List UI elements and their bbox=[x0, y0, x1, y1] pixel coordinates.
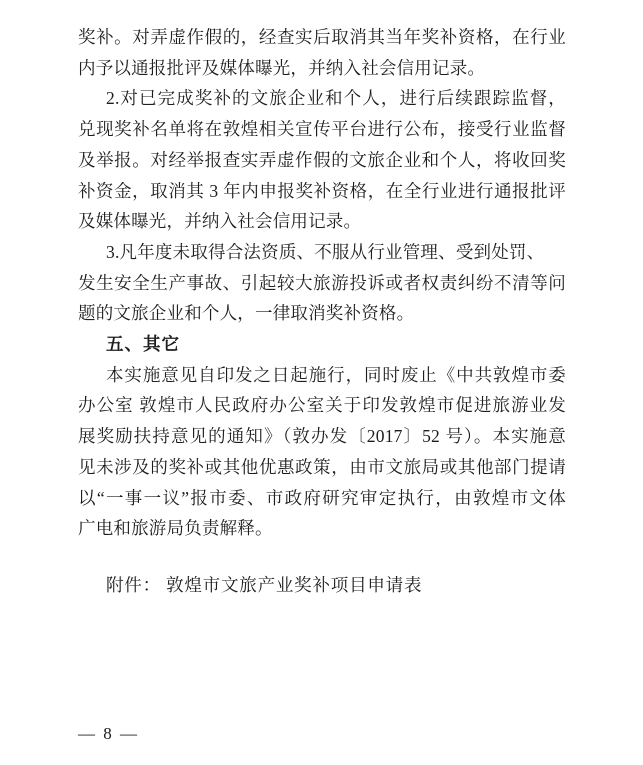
body-line: 题的文旅企业和个人，一律取消奖补资格。 bbox=[78, 303, 415, 324]
document-body-text bbox=[78, 22, 566, 601]
body-line: 内予以通报批评及媒体曝光，并纳入社会信用记录。 bbox=[78, 57, 486, 78]
body-line: 及媒体曝光，并纳入社会信用记录。 bbox=[78, 211, 362, 232]
body-line-item-3: 3.凡年度未取得合法资质、不服从行业管理、受到处罚、 bbox=[106, 241, 545, 262]
page-number: — 8 — bbox=[78, 724, 139, 743]
body-line: 及举报。对经举报查实弄虚作假的文旅企业和个人，将收回奖 bbox=[78, 149, 566, 170]
attachment-note: 附件： 敦煌市文旅产业奖补项目申请表 bbox=[106, 574, 423, 595]
body-line: 广电和旅游局负责解释。 bbox=[78, 518, 273, 539]
body-line: 兑现奖补名单将在敦煌相关宣传平台进行公布，接受行业监督 bbox=[78, 119, 566, 140]
body-line: 补资金，取消其 3 年内申报奖补资格，在全行业进行通报批评 bbox=[78, 180, 566, 201]
body-line: 奖补。对弄虚作假的，经查实后取消其当年奖补资格，在行业 bbox=[78, 27, 566, 47]
body-line: 发生安全生产事故、引起较大旅游投诉或者权责纠纷不清等问 bbox=[78, 272, 566, 293]
body-line: 以“一事一议”报市委、市政府研究审定执行，由敦煌市文体 bbox=[78, 487, 566, 508]
body-line: 办公室 敦煌市人民政府办公室关于印发敦煌市促进旅游业发 bbox=[78, 395, 566, 416]
body-line-item-2: 2.对已完成奖补的文旅企业和个人，进行后续跟踪监督， bbox=[106, 88, 566, 109]
body-line: 本实施意见自印发之日起施行，同时废止《中共敦煌市委 bbox=[106, 364, 566, 385]
blank-line-spacer bbox=[78, 544, 566, 570]
body-line: 展奖励扶持意见的通知》（敦办发〔2017〕52 号）。本实施意 bbox=[78, 426, 566, 447]
section-heading: 五、其它 bbox=[106, 334, 180, 355]
body-line: 见未涉及的奖补或其他优惠政策，由市文旅局或其他部门提请 bbox=[78, 456, 566, 477]
